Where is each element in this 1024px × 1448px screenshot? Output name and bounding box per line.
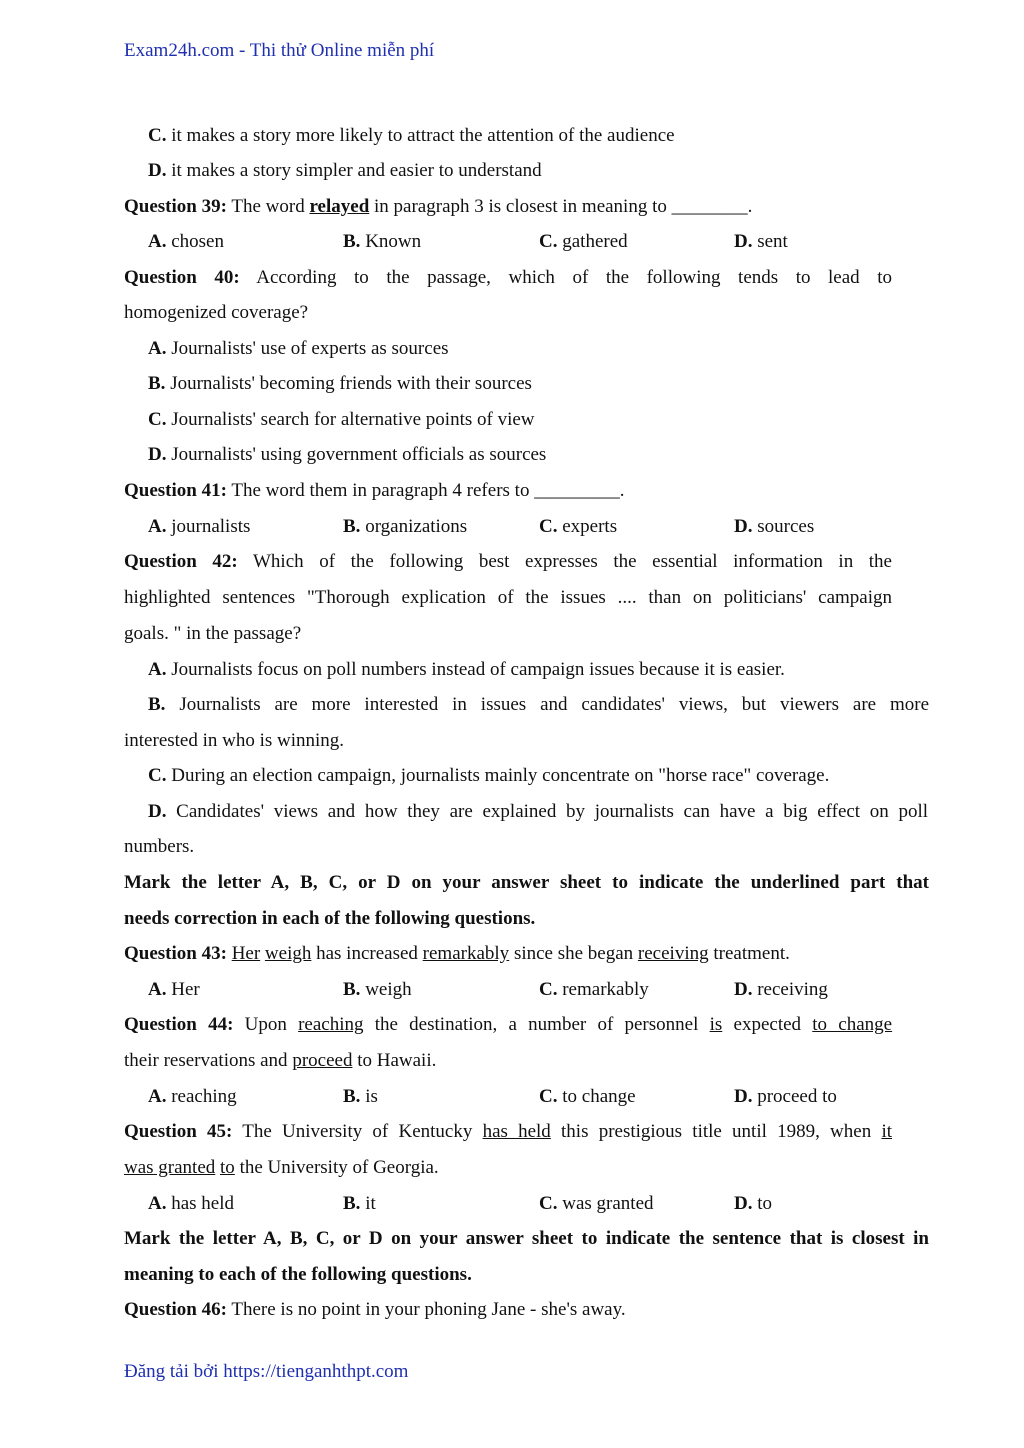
q45-option-c: C. was granted	[539, 1193, 654, 1214]
q44-option-a: A. reaching	[148, 1086, 237, 1107]
q42-option-a: A. Journalists focus on poll numbers instead of campaign issues because it is easier.	[148, 659, 785, 680]
option-letter: C.	[148, 125, 167, 146]
q44-option-d: D. proceed to	[734, 1086, 837, 1107]
question-label: Question 41:	[124, 480, 227, 501]
q40-option-d: D. Journalists' using government officials as sources	[148, 444, 547, 465]
q40-option-a: A. Journalists' use of experts as sources	[148, 338, 449, 359]
q45-option-a: A. has held	[148, 1193, 235, 1214]
question-46: Question 46: There is no point in your phoning Jane - she's away.	[124, 1299, 626, 1320]
q40-option-b: B. Journalists' becoming friends with their sources	[148, 373, 532, 394]
instruction-sentence-transformation: Mark the letter A, B, C, or D on your answer sheet to indicate the sentence that is closest in	[124, 1228, 929, 1249]
option-text: it makes a story more likely to attract the attention of the audience	[171, 125, 675, 146]
keyword: relayed	[309, 196, 370, 217]
q41-option-b: B. organizations	[343, 516, 468, 537]
q45-options	[148, 1193, 948, 1215]
question-39: Question 39: The word relayed in paragraph 3 is closest in meaning to ________.	[124, 196, 753, 217]
q39-option-a: A. chosen	[148, 231, 224, 252]
instruction-error-identification-line2: needs correction in each of the following questions.	[124, 908, 536, 929]
q43-options	[148, 979, 948, 1001]
question-44: Question 44: Upon reaching the destination, a number of personnel is expected to change	[124, 1014, 893, 1035]
q43-option-d: D. receiving	[734, 979, 828, 1000]
question-label: Question 43:	[124, 943, 227, 964]
question-42-line2: highlighted sentences "Thorough explication of the issues .... than on politicians' campaign	[124, 587, 892, 608]
q43-option-b: B. weigh	[343, 979, 412, 1000]
question-41: Question 41: The word them in paragraph 4 refers to _________.	[124, 480, 625, 501]
q39-option-c: C. gathered	[539, 231, 628, 252]
question-label: Question 42:	[124, 551, 238, 572]
question-40: Question 40: According to the passage, which of the following tends to lead to	[124, 267, 893, 288]
q42-option-d: D. Candidates' views and how they are explained by journalists can have a big effect on poll	[148, 801, 928, 822]
q45-option-b: B. it	[343, 1193, 376, 1214]
q41-option-d: D. sources	[734, 516, 815, 537]
q44-option-c: C. to change	[539, 1086, 636, 1107]
question-label: Question 45:	[124, 1121, 233, 1142]
q41-options	[148, 516, 948, 538]
q42-option-b: B. Journalists are more interested in issues and candidates' views, but viewers are more	[148, 694, 929, 715]
question-label: Question 40:	[124, 267, 240, 288]
q43-option-c: C. remarkably	[539, 979, 649, 1000]
q42-option-c: C. During an election campaign, journalists mainly concentrate on "horse race" coverage.	[148, 765, 830, 786]
page-header: Exam24h.com - Thi thử Online miễn phí	[124, 40, 435, 61]
question-42: Question 42: Which of the following best expresses the essential information in the	[124, 551, 892, 572]
page-footer: Đăng tải bởi https://tienganhthpt.com	[124, 1361, 409, 1382]
question-43: Question 43: Her weigh has increased remarkably since she began receiving treatment.	[124, 943, 790, 964]
q45-option-d: D. to	[734, 1193, 773, 1214]
q44-options	[148, 1086, 948, 1108]
q38-option-c	[148, 125, 675, 147]
q38-option-d	[148, 160, 542, 182]
q40-option-c: C. Journalists' search for alternative points of view	[148, 409, 535, 430]
q44-option-b: B. is	[343, 1086, 378, 1107]
q41-option-c: C. experts	[539, 516, 618, 537]
q39-option-d: D. sent	[734, 231, 788, 252]
q43-option-a: A. Her	[148, 979, 200, 1000]
option-letter: D.	[148, 160, 167, 181]
instruction-error-identification: Mark the letter A, B, C, or D on your answer sheet to indicate the underlined part that	[124, 872, 929, 893]
q39-options	[148, 231, 948, 253]
q42-option-b-line2: interested in who is winning.	[124, 730, 345, 751]
option-text: it makes a story simpler and easier to understand	[171, 160, 542, 181]
q41-option-a: A. journalists	[148, 516, 251, 537]
question-40-line2: homogenized coverage?	[124, 302, 309, 323]
question-label: Question 46:	[124, 1299, 227, 1320]
question-45: Question 45: The University of Kentucky has held this prestigious title until 1989, when it	[124, 1121, 892, 1142]
question-44-line2: their reservations and proceed to Hawaii.	[124, 1050, 437, 1071]
q39-option-b: B. Known	[343, 231, 422, 252]
question-42-line3: goals. " in the passage?	[124, 623, 302, 644]
q42-option-d-line2: numbers.	[124, 836, 195, 857]
instruction-sentence-transformation-line2: meaning to each of the following questions.	[124, 1264, 472, 1285]
question-label: Question 39:	[124, 196, 227, 217]
question-45-line2: was granted to the University of Georgia.	[124, 1157, 439, 1178]
question-label: Question 44:	[124, 1014, 234, 1035]
